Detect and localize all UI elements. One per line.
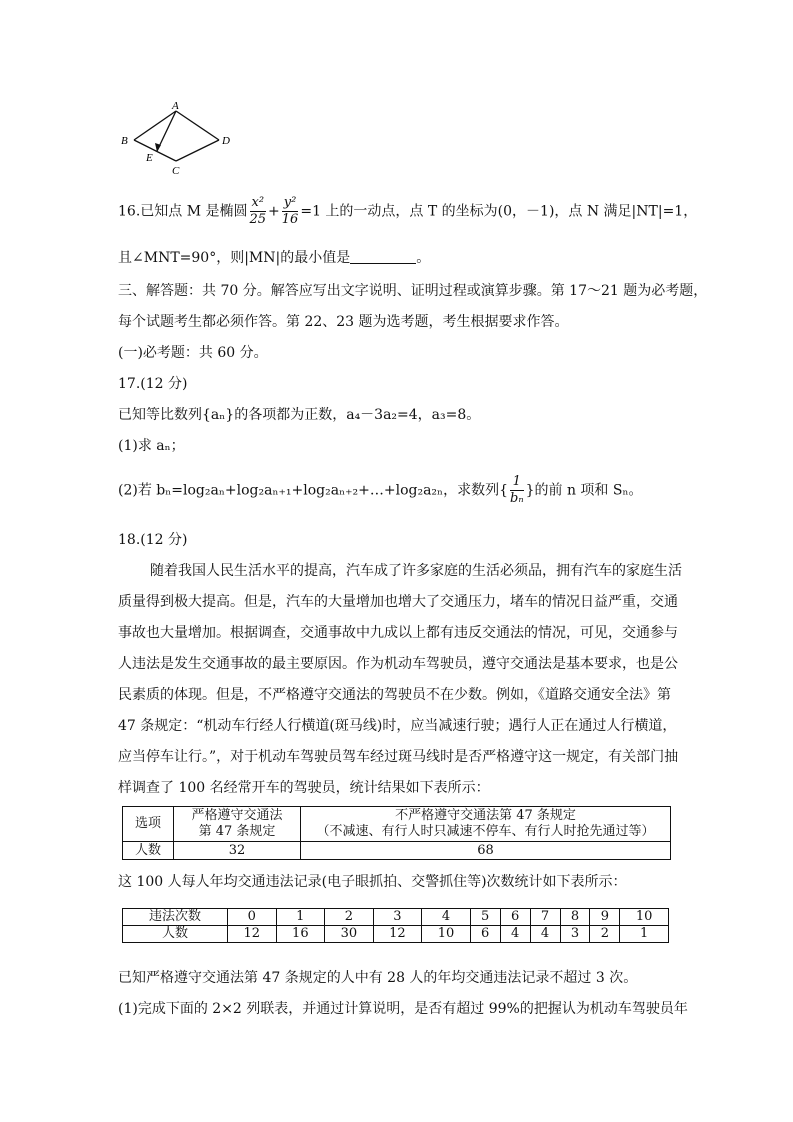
table-cell: 12 <box>373 926 422 943</box>
table-cell: 4 <box>500 926 530 943</box>
table-cell: 1 <box>276 909 325 926</box>
table-cell: 32 <box>174 842 301 860</box>
q18-para-line: 样调查了 100 名经常开车的驾驶员，统计结果如下表所示： <box>118 780 490 796</box>
table-cell: 30 <box>325 926 374 943</box>
label-d: D <box>222 135 230 147</box>
table-cell: 4 <box>422 909 471 926</box>
segment-bc <box>134 140 176 161</box>
label-a: A <box>172 100 179 112</box>
section3-line1: 三、解答题：共 70 分。解答应写出文字说明、证明过程或演算步骤。第 17～21 题为必考题， <box>118 283 708 299</box>
table-cell: 2 <box>590 926 620 943</box>
table-cell: 10 <box>422 926 471 943</box>
fraction-x2-25: $\frac{\text{x²}}{25}$ <box>249 195 267 227</box>
table-cell: 0 <box>228 909 277 926</box>
segment-ad <box>176 111 219 140</box>
fraction-y2-16: $\frac{\text{y²}}{16}$ <box>281 195 299 227</box>
table-header-cell: 严格遵守交通法 第 47 条规定 <box>174 807 301 842</box>
answer-blank <box>350 249 416 264</box>
table-header-cell: 违法次数 <box>123 909 228 926</box>
section3-subhead: (一)必考题：共 60 分。 <box>118 345 268 361</box>
section3-line2: 每个试题考生都必须作答。第 22、23 题为选考题，考生根据要求作答。 <box>118 314 569 330</box>
table-cell: 6 <box>470 926 500 943</box>
rhombus-figure <box>112 98 242 178</box>
table-cell: 人数 <box>123 842 174 860</box>
q18-ask: (1)完成下面的 2×2 列联表，并通过计算说明，是否有超过 99%的把握认为机动车驾驶员年 <box>118 1001 688 1017</box>
q17-stem: 已知等比数列{aₙ}的各项都为正数，a₄－3a₂=4，a₃=8。 <box>118 407 481 423</box>
q17-part1: (1)求 aₙ； <box>118 438 185 454</box>
table-header-cell: 不严格遵守交通法第 47 条规定 （不减速、有行人时只减速不停车、有行人时抢先通过等） <box>301 807 671 842</box>
q17-head: 17.(12 分) <box>118 376 188 392</box>
q18-para-line: 人违法是发生交通事故的最主要原因。作为机动车驾驶员，遵守交通法是基本要求，也是公 <box>118 656 678 672</box>
table-cell: 10 <box>620 909 669 926</box>
q18-head: 18.(12 分) <box>118 532 188 548</box>
table-cell: 3 <box>560 926 590 943</box>
label-c: C <box>172 165 180 177</box>
table-cell: 12 <box>228 926 277 943</box>
q16-line2: 且∠MNT=90°，则|MN|的最小值是 。 <box>118 250 431 266</box>
segment-cd <box>176 140 219 161</box>
q18-para-line: 质量得到极大提高。但是，汽车的大量增加也增大了交通压力，堵车的情况日益严重，交通 <box>118 594 678 610</box>
table-cell: 4 <box>530 926 560 943</box>
table-cell: 16 <box>276 926 325 943</box>
compliance-table <box>122 806 671 860</box>
table-cell: 2 <box>325 909 374 926</box>
table-header-cell: 人数 <box>123 926 228 943</box>
q18-para-line: 事故也大量增加。根据调查，交通事故中九成以上都有违反交通法的情况，可见，交通参与 <box>118 625 678 641</box>
q17-part2: (2)若 bₙ=log₂aₙ+log₂aₙ₊₁+log₂aₙ₊₂+…+log₂a₂ₙ，求数列{ $\frac{1}{\text{bₙ}}$ }的前 n 项和 Sₙ。 <box>118 474 643 506</box>
label-e: E <box>146 152 153 164</box>
table-header-cell: 选项 <box>123 807 174 842</box>
q18-para-line: 随着我国人民生活水平的提高，汽车成了许多家庭的生活必须品，拥有汽车的家庭生活 <box>150 563 682 579</box>
table-cell: 9 <box>590 909 620 926</box>
q16-line1: 16.已知点 M 是椭圆 $\frac{\text{x²}}{25}$ + $\frac{\text{y²}}{16}$ =1 上的一动点，点 T 的坐标为(0，－1)，点 N 满足|NT|=1， <box>118 195 698 227</box>
q18-known: 已知严格遵守交通法第 47 条规定的人中有 28 人的年均交通违法记录不超过 3 次。 <box>118 970 638 986</box>
table-cell: 7 <box>530 909 560 926</box>
table-cell: 5 <box>470 909 500 926</box>
table-cell: 3 <box>373 909 422 926</box>
table-row <box>123 926 669 943</box>
q18-para-line: 47 条规定：“机动车行经人行横道(斑马线)时，应当减速行驶；遇行人正在通过人行横道， <box>118 718 677 734</box>
table-cell: 68 <box>301 842 671 860</box>
table2-caption: 这 100 人每人年均交通违法记录(电子眼抓拍、交警抓住等)次数统计如下表所示： <box>118 874 627 890</box>
q18-para-line: 应当停车让行。”，对于机动车驾驶员驾车经过斑马线时是否严格遵守这一规定，有关部门抽 <box>118 749 679 765</box>
fraction-1-bn: $\frac{1}{\text{bₙ}}$ <box>510 474 524 506</box>
q18-para-line: 民素质的体现。但是，不严格遵守交通法的驾驶员不在少数。例如，《道路交通安全法》第 <box>118 687 671 703</box>
label-b: B <box>121 135 128 147</box>
table-cell: 1 <box>620 926 669 943</box>
table-row <box>123 909 669 926</box>
table-cell: 8 <box>560 909 590 926</box>
table-cell: 6 <box>500 909 530 926</box>
violation-table <box>122 908 669 943</box>
